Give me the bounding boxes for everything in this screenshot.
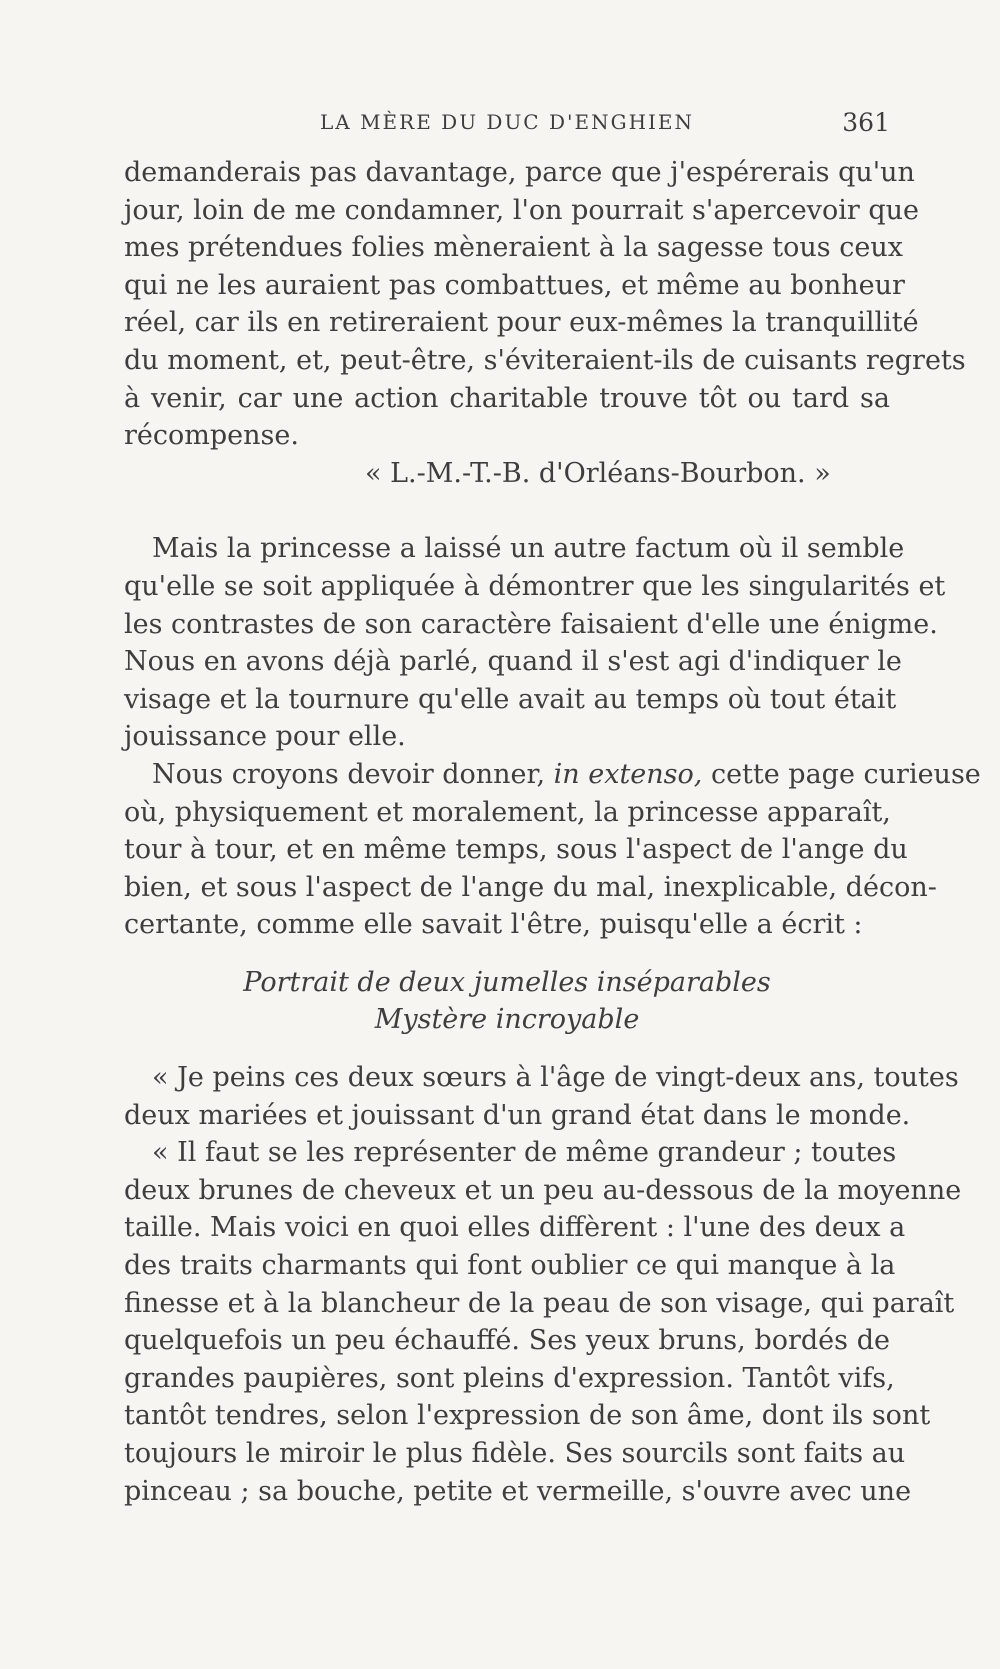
- text-line: toujours le miroir le plus fidèle. Ses sourcils sont faits au: [124, 1438, 906, 1469]
- section-title: Portrait de deux jumelles inséparables: [243, 966, 771, 998]
- text-line: des traits charmants qui font oublier ce qui manque à la: [124, 1250, 896, 1282]
- text-segment: cette page curieuse: [702, 758, 981, 790]
- page-number: 361: [842, 108, 890, 137]
- text-line: « Il faut se les représenter de même grandeur ; toutes: [152, 1137, 897, 1169]
- paragraph-gap: [124, 492, 890, 530]
- text-line: quelquefois un peu échauffé. Ses yeux bruns, bordés de: [124, 1325, 890, 1357]
- text-line: tour à tour, et en même temps, sous l'aspect de l'ange du: [124, 834, 908, 866]
- text-line: qui ne les auraient pas combattues, et même au bonheur: [124, 269, 905, 301]
- running-head: [124, 108, 890, 138]
- section-gap: [124, 1039, 890, 1059]
- text-line: demanderais pas davantage, parce que j'espérerais qu'un: [124, 157, 915, 188]
- running-title: LA MÈRE DU DUC D'ENGHIEN: [319, 110, 695, 134]
- section-subtitle: Mystère incroyable: [374, 1004, 640, 1036]
- text-line: mes prétendues folies mèneraient à la sagesse tous ceux: [124, 232, 903, 264]
- text-line: grandes paupières, sont pleins d'expression. Tantôt vifs,: [124, 1362, 895, 1394]
- text-line: deux brunes de cheveux et un peu au-dessous de la moyenne: [124, 1174, 962, 1206]
- text-line: du moment, et, peut-être, s'éviteraient-ils de cuisants regrets: [124, 344, 966, 376]
- text-line: finesse et à la blancheur de la peau de son visage, qui paraît: [124, 1287, 955, 1319]
- text-line: réel, car ils en retireraient pour eux-mêmes la tranquillité: [124, 307, 919, 339]
- text-line: bien, et sous l'aspect de l'ange du mal, inexplicable, décon-: [124, 871, 937, 903]
- text-line: tantôt tendres, selon l'expression de son âme, dont ils sont: [124, 1400, 931, 1432]
- text-line: visage et la tournure qu'elle avait au temps où tout était: [124, 683, 897, 715]
- text-line: à venir, car une action charitable trouve tôt ou tard sa: [124, 382, 890, 414]
- text-line: qu'elle se soit appliquée à démontrer que les singularités et: [124, 570, 946, 602]
- text-line: jour, loin de me condamner, l'on pourrait s'apercevoir que: [124, 194, 919, 226]
- text-line: taille. Mais voici en quoi elles diffèrent : l'une des deux a: [124, 1212, 906, 1244]
- body-text: [124, 154, 981, 1510]
- text-line: les contrastes de son caractère faisaient d'elle une énigme.: [124, 608, 938, 640]
- signature: « L.-M.-T.-B. d'Orléans-Bourbon. »: [365, 457, 831, 489]
- text-line: où, physiquement et moralement, la princesse apparaît,: [124, 796, 891, 828]
- text-line: Nous en avons déjà parlé, quand il s'est agi d'indiquer le: [124, 646, 902, 678]
- section-gap: [124, 944, 890, 964]
- text-line: certante, comme elle savait l'être, puisqu'elle a écrit :: [124, 909, 863, 941]
- text-line: deux mariées et jouissant d'un grand état dans le monde.: [124, 1099, 911, 1131]
- text-line: pinceau ; sa bouche, petite et vermeille, s'ouvre avec une: [124, 1475, 912, 1507]
- text-line: jouissance pour elle.: [124, 721, 406, 753]
- text-line: Mais la princesse a laissé un autre factum où il semble: [152, 533, 905, 565]
- text-segment: Nous croyons devoir donner,: [152, 758, 554, 790]
- text-line: récompense.: [124, 420, 299, 452]
- italic-phrase: in extenso,: [553, 758, 703, 790]
- text-line: « Je peins ces deux sœurs à l'âge de vingt-deux ans, toutes: [152, 1062, 959, 1094]
- text-line-mixed: [124, 756, 981, 794]
